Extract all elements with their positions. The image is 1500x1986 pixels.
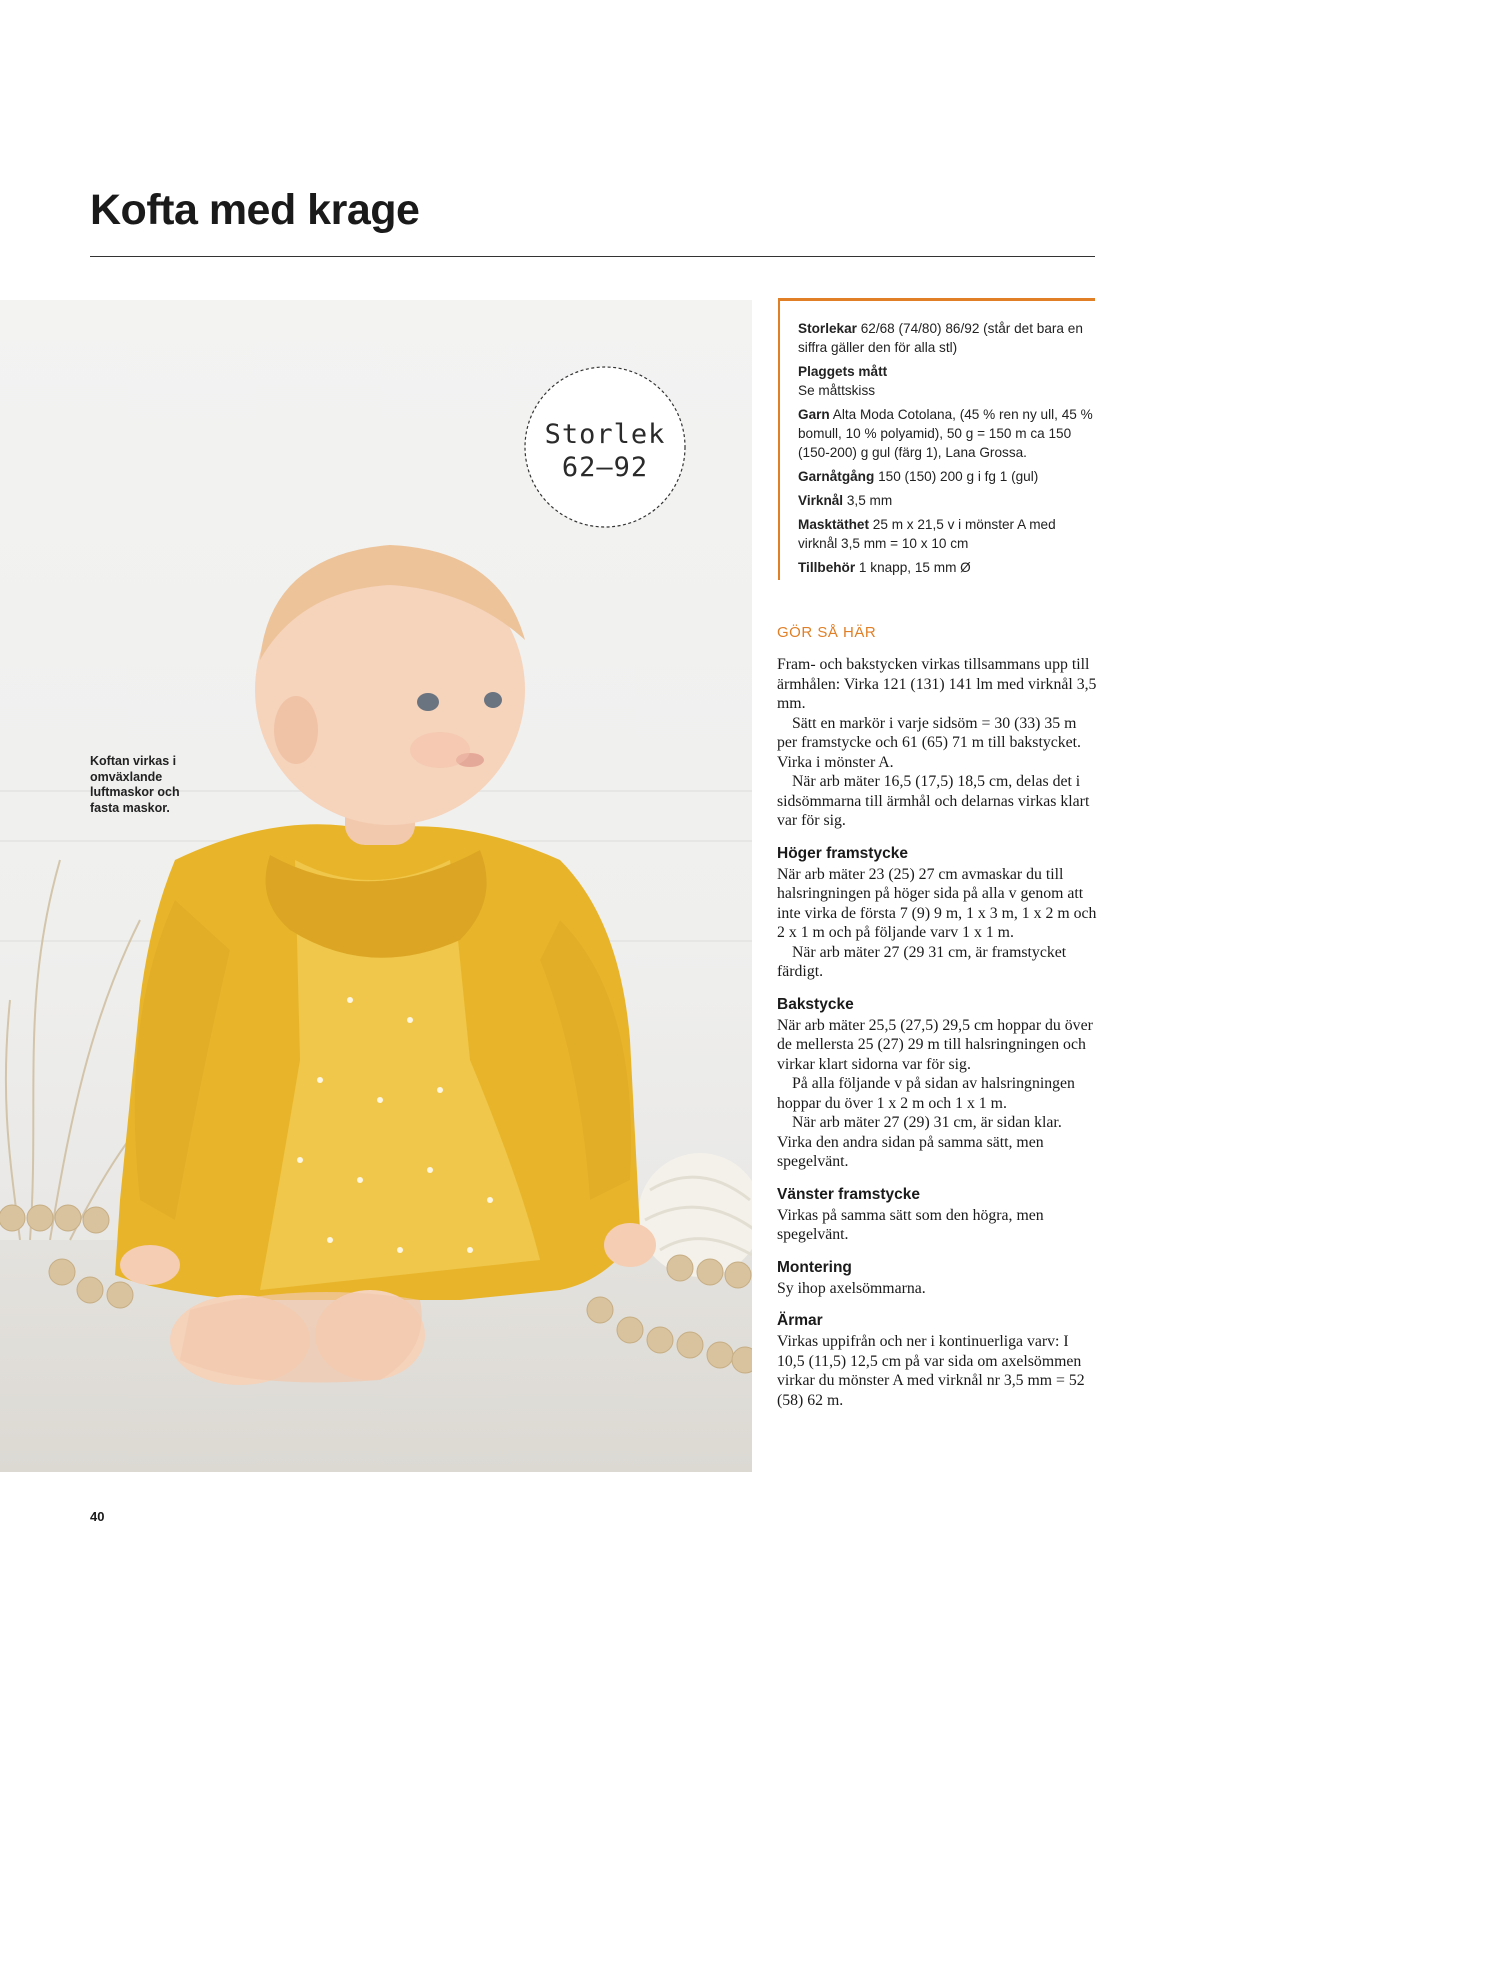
specs-box (778, 298, 1095, 580)
size-badge-text (522, 418, 688, 484)
intro-para: Fram- och bakstycken virkas tillsammans upp till ärmhålen: Virka 121 (131) 141 lm med virknål 3,5 mm. (777, 656, 1097, 712)
spec-yarn-amount: Garnåtgång 150 (150) 200 g i fg 1 (gul) (798, 469, 1039, 484)
intro-para: När arb mäter 16,5 (17,5) 18,5 cm, delas det i sidsömmarna till ärmhål och delarnas virkas klart var för sig. (777, 773, 1090, 829)
spec-sizes: Storlekar 62/68 (74/80) 86/92 (står det bara en siffra gäller den för alla stl) (798, 321, 1083, 355)
spec-hook: Virknål 3,5 mm (798, 493, 893, 508)
spec-measurements: Plaggets mått Se måttskiss (798, 364, 888, 398)
section-para: Virkas uppifrån och ner i kontinuerliga varv: I 10,5 (11,5) 12,5 cm på var sida om axelsömmen virkar du mönster A med virknål nr 3,5 mm = 52 (58) 62 m. (777, 1333, 1085, 1409)
section-heading-right-front: Höger framstycke (777, 844, 908, 862)
section-para: Virkas på samma sätt som den högra, men spegelvänt. (777, 1206, 1044, 1243)
spec-notions: Tillbehör 1 knapp, 15 mm Ø (798, 560, 971, 575)
badge-line-2: 62–92 (561, 452, 649, 483)
section-heading-assembly: Montering (777, 1258, 852, 1276)
instructions (777, 624, 1099, 1410)
section-heading-left-front: Vänster framstycke (777, 1185, 921, 1203)
section-para: När arb mäter 27 (29) 31 cm, är sidan klar. Virka den andra sidan på samma sätt, men spegelvänt. (777, 1114, 1062, 1170)
spec-yarn: Garn Alta Moda Cotolana, (45 % ren ny ull, 45 % bomull, 10 % polyamid), 50 g = 150 m ca 150 (150-200) g gul (färg 1), Lana Grossa. (798, 407, 1093, 460)
title-divider (90, 256, 1095, 257)
intro-para: Sätt en markör i varje sidsöm = 30 (33) 35 m per framstycke och 61 (65) 71 m till bakstycket. Virka i mönster A. (777, 714, 1082, 771)
section-para: Sy ihop axelsömmarna. (777, 1279, 926, 1297)
section-heading-sleeves: Ärmar (777, 1312, 823, 1329)
howto-heading: GÖR SÅ HÄR (777, 624, 877, 641)
page-title: Kofta med krage (90, 186, 420, 234)
section-para: När arb mäter 25,5 (27,5) 29,5 cm hoppar du över de mellersta 25 (27) 29 m till halsringningen och virkar klart sidorna var för sig. (777, 1016, 1093, 1073)
spec-gauge: Masktäthet 25 m x 21,5 v i mönster A med virknål 3,5 mm = 10 x 10 cm (798, 517, 1056, 551)
photo-caption: Koftan virkas i omväxlande luftmaskor och fasta maskor. (90, 754, 180, 815)
badge-line-1: Storlek (544, 419, 666, 450)
section-para: När arb mäter 23 (25) 27 cm avmaskar du till halsringningen på höger sida på alla v genom att inte virka de första 7 (9) 9 m, 1 x 3 m, 1 x 2 m och 2 x 1 m och på följande varv 1 x 1 m. (777, 865, 1097, 941)
section-para: På alla följande v på sidan av halsringningen hoppar du över 1 x 2 m och 1 x 1 m. (777, 1075, 1075, 1112)
baby-ear (274, 696, 318, 764)
page-number: 40 (90, 1509, 105, 1524)
section-para: När arb mäter 27 (29 31 cm, är framstycket färdigt. (777, 943, 1067, 980)
section-heading-back: Bakstycke (777, 995, 854, 1013)
